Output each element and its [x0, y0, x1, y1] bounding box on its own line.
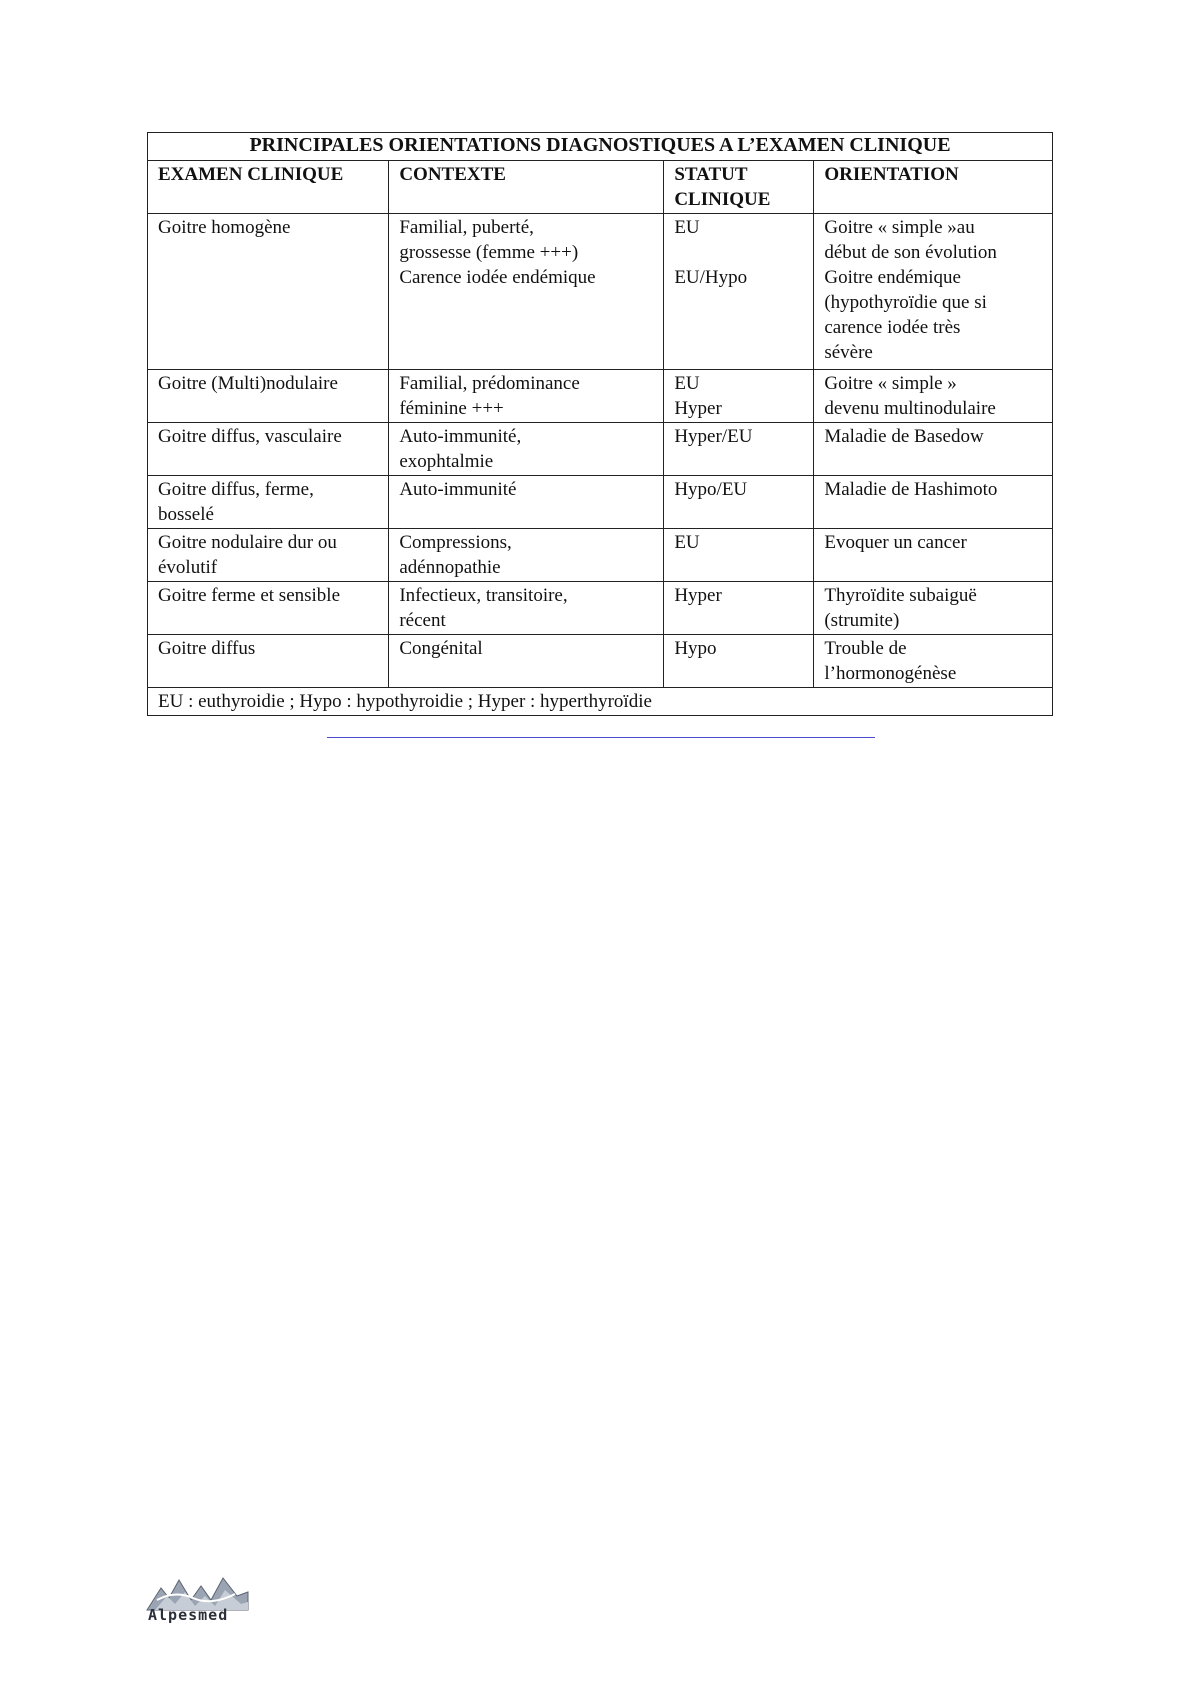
column-header-contexte: CONTEXTE: [389, 161, 664, 214]
logo-text: Alpesmed: [148, 1606, 229, 1624]
table-cell: Goitre ferme et sensible: [148, 582, 389, 635]
table-row: [148, 370, 1053, 423]
table-row: [148, 635, 1053, 688]
table-cell: Goitre diffus, vasculaire: [148, 423, 389, 476]
column-header-orientation: ORIENTATION: [814, 161, 1053, 214]
column-header-examen: EXAMEN CLINIQUE: [148, 161, 389, 214]
table-cell: EU Hyper: [664, 370, 814, 423]
diagnostic-table: [147, 132, 1053, 716]
table-cell: Hypo/EU: [664, 476, 814, 529]
table-cell: Familial, prédominance féminine +++: [389, 370, 664, 423]
table-cell: Hypo: [664, 635, 814, 688]
table-footnote: EU : euthyroidie ; Hypo : hypothyroidie ; Hyper : hyperthyroïdie: [148, 688, 1053, 716]
table-cell: Goitre nodulaire dur ou évolutif: [148, 529, 389, 582]
table-cell: Goitre « simple » devenu multinodulaire: [814, 370, 1053, 423]
table-cell: Goitre « simple »au début de son évolution Goitre endémique (hypothyroïdie que si carence iodée très sévère: [814, 214, 1053, 370]
table-row: [148, 582, 1053, 635]
table-cell: Evoquer un cancer: [814, 529, 1053, 582]
table-cell: EU EU/Hypo: [664, 214, 814, 370]
table-cell: Maladie de Hashimoto: [814, 476, 1053, 529]
table-cell: Goitre diffus, ferme, bosselé: [148, 476, 389, 529]
table-cell: Goitre homogène: [148, 214, 389, 370]
column-header-statut: STATUT CLINIQUE: [664, 161, 814, 214]
table-cell: Compressions, adénnopathie: [389, 529, 664, 582]
table-row: [148, 423, 1053, 476]
table-cell: Thyroïdite subaiguë (strumite): [814, 582, 1053, 635]
separator-line: [327, 737, 875, 738]
table-cell: Goitre (Multi)nodulaire: [148, 370, 389, 423]
table-cell: Auto-immunité: [389, 476, 664, 529]
table-cell: Auto-immunité, exophtalmie: [389, 423, 664, 476]
table-cell: EU: [664, 529, 814, 582]
table-row: [148, 214, 1053, 370]
table-row: [148, 476, 1053, 529]
table-cell: Trouble de l’hormonogénèse: [814, 635, 1053, 688]
table-cell: Hyper: [664, 582, 814, 635]
table-cell: Infectieux, transitoire, récent: [389, 582, 664, 635]
table-cell: Maladie de Basedow: [814, 423, 1053, 476]
table-cell: Hyper/EU: [664, 423, 814, 476]
table-row: [148, 529, 1053, 582]
table-title: PRINCIPALES ORIENTATIONS DIAGNOSTIQUES A L’EXAMEN CLINIQUE: [148, 133, 1053, 161]
table-cell: Goitre diffus: [148, 635, 389, 688]
table-cell: Familial, puberté, grossesse (femme +++) Carence iodée endémique: [389, 214, 664, 370]
table-cell: Congénital: [389, 635, 664, 688]
